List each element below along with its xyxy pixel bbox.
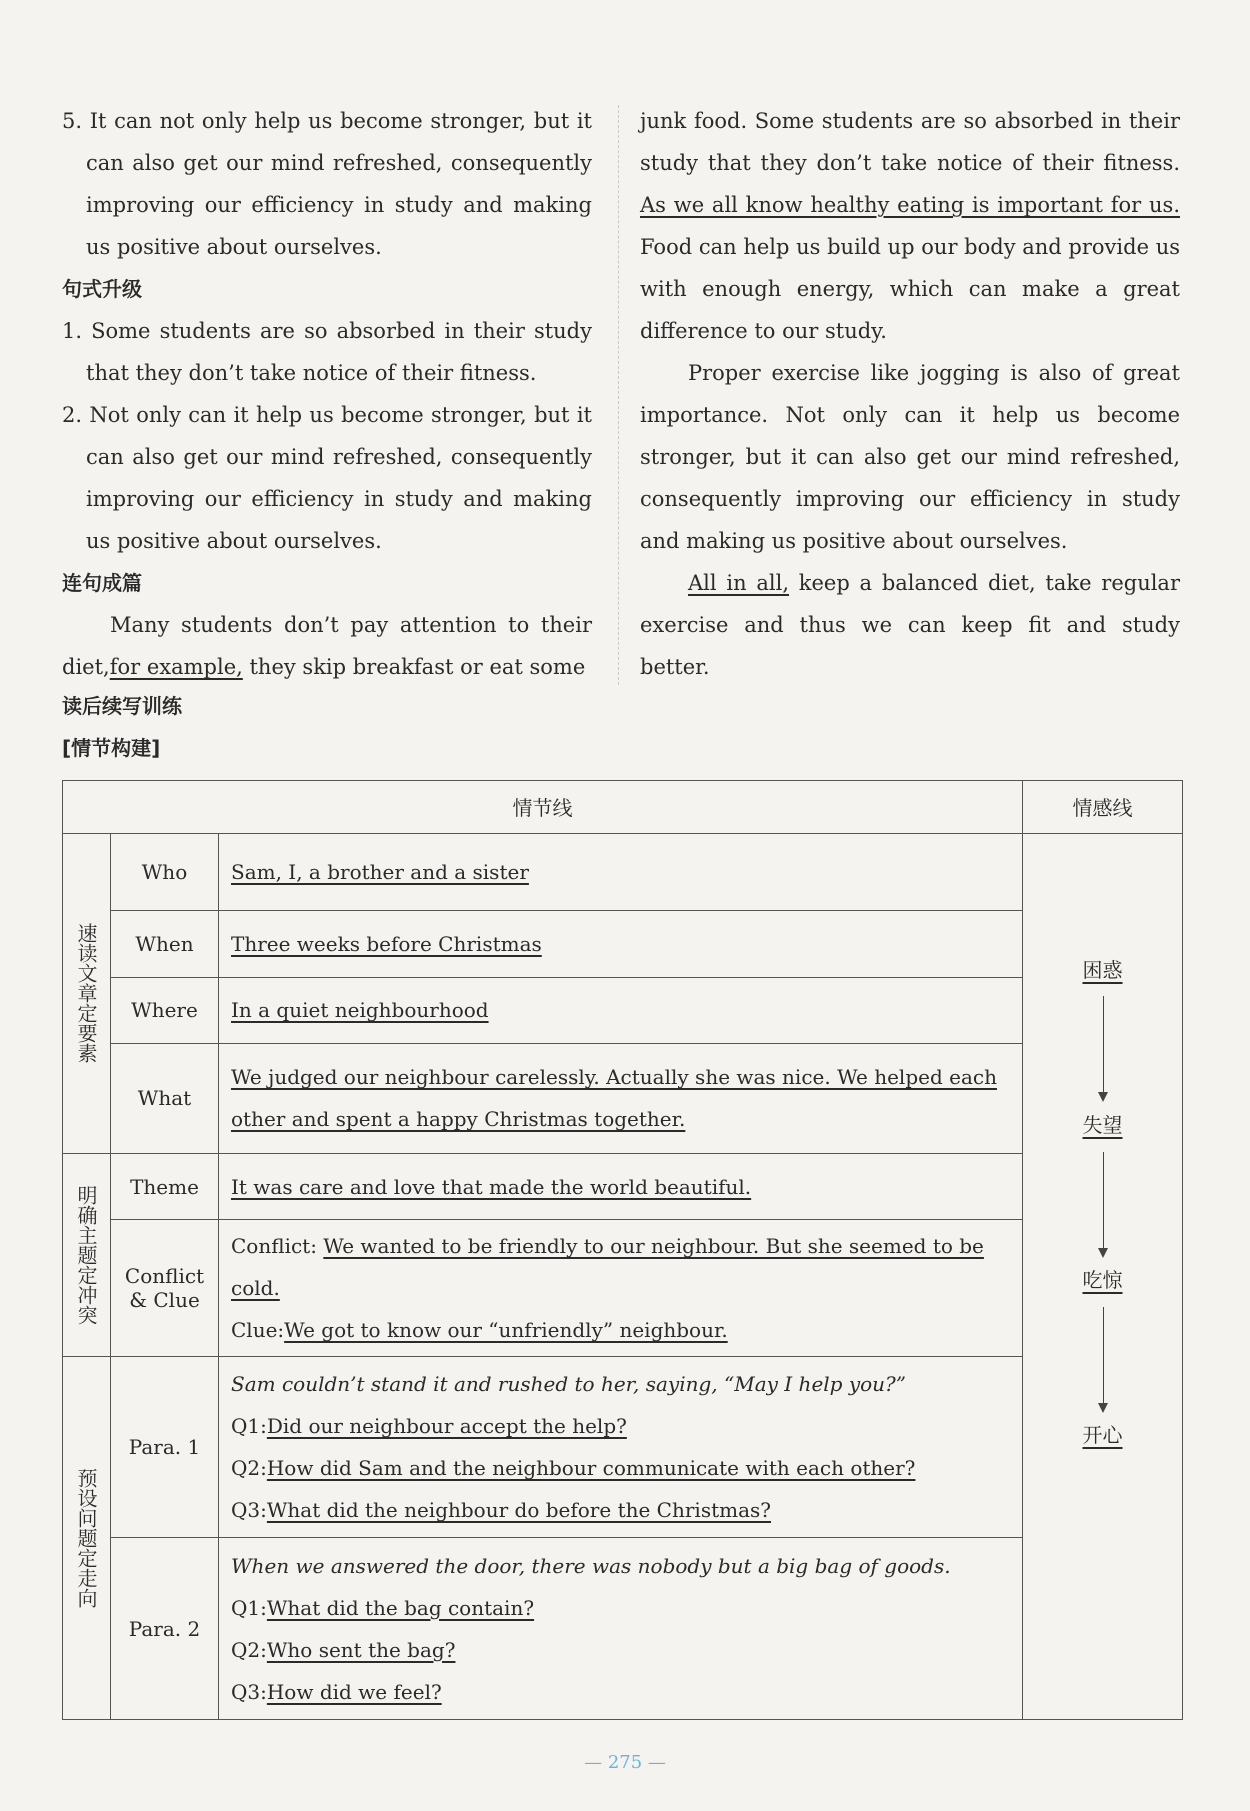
heading-compose-passage: 连句成篇 xyxy=(62,571,142,595)
label-para2: Para. 2 xyxy=(111,1538,219,1720)
p1-text-b: Food can help us build up our body and provide us with enough energy, which can make a great difference to our study. xyxy=(640,235,1180,343)
q-key: Q3: xyxy=(231,1498,267,1523)
group-questions: 预设问题定走向 xyxy=(63,1356,111,1719)
para2-sentence: When we answered the door, there was nobody but a big bag of goods. xyxy=(231,1553,951,1578)
right-column xyxy=(640,100,1180,688)
upgraded-sentence-1: 1. Some students are so absorbed in their study that they don’t take notice of their fitness. xyxy=(62,319,592,385)
q-text: How did Sam and the neighbour communicate with each other? xyxy=(266,1456,916,1481)
para1-sentence: Sam couldn’t stand it and rushed to her, saying, “May I help you?” xyxy=(231,1372,906,1397)
label-who: Who xyxy=(111,833,219,910)
section-subtitle: [情节构建] xyxy=(62,736,161,760)
q-key: Q2: xyxy=(231,1637,267,1662)
value-where: In a quiet neighbourhood xyxy=(231,998,489,1023)
para1-q2 xyxy=(231,1447,1010,1489)
column-divider xyxy=(618,105,619,685)
value-theme: It was care and love that made the world beautiful. xyxy=(231,1174,752,1199)
conflict-value: We wanted to be friendly to our neighbour. But she seemed to be cold. xyxy=(231,1234,984,1301)
header-plot-line: 情节线 xyxy=(63,781,1023,834)
label-what: What xyxy=(111,1044,219,1154)
conflict-line xyxy=(231,1225,1010,1309)
label-conflict-clue: Conflict & Clue xyxy=(111,1220,219,1356)
linking-phrase-for-example: for example, xyxy=(109,655,243,679)
q-key: Q2: xyxy=(231,1456,267,1481)
page-number: — 275 — xyxy=(584,1752,666,1773)
q-key: Q3: xyxy=(231,1679,267,1704)
section-title: 读后续写训练 xyxy=(62,694,182,718)
q-key: Q1: xyxy=(231,1414,267,1439)
p1-text-a: junk food. Some students are so absorbed in their study that they don’t take notice of their fitness. xyxy=(640,109,1180,175)
q-text: What did the neighbour do before the Christmas? xyxy=(266,1498,771,1523)
label-where: Where xyxy=(111,977,219,1044)
label-when: When xyxy=(111,910,219,977)
arrow-down-icon xyxy=(1103,1152,1104,1256)
emotion-surprised: 吃惊 xyxy=(1082,1267,1123,1292)
value-what: We judged our neighbour carelessly. Actually she was nice. We helped each other and spent a happy Christmas together. xyxy=(231,1065,997,1132)
para1-q1 xyxy=(231,1405,1010,1447)
left-column xyxy=(62,100,592,688)
emotion-confused: 困惑 xyxy=(1082,957,1123,982)
clue-line xyxy=(231,1309,1010,1351)
p1-underlined: As we all know healthy eating is important for us. xyxy=(640,193,1180,217)
passage-start xyxy=(62,604,592,688)
p3-text: keep a balanced diet, take regular exercise and thus we can keep fit and study better. xyxy=(640,571,1180,679)
upgraded-sentence-2: 2. Not only can it help us become stronger, but it can also get our mind refreshed, consequently improving our efficiency in study and making us positive about ourselves. xyxy=(62,403,592,553)
passage-paragraph-3 xyxy=(640,562,1180,688)
plot-table xyxy=(62,780,1183,1720)
q-text: How did we feel? xyxy=(266,1679,442,1704)
heading-sentence-upgrade: 句式升级 xyxy=(62,277,142,301)
para2-q3 xyxy=(231,1671,1010,1713)
value-when: Three weeks before Christmas xyxy=(231,931,542,956)
q-text: Did our neighbour accept the help? xyxy=(266,1414,627,1439)
passage-paragraph-2: Proper exercise like jogging is also of great importance. Not only can it help us become stronger, but it can also get our mind refreshed, consequently improving our efficiency in study and making us positive about ourselves. xyxy=(640,361,1180,553)
passage-text-a: Many students don’t pay attention to their diet, xyxy=(62,613,592,679)
emotion-flow xyxy=(1023,834,1182,1719)
passage-paragraph-1 xyxy=(640,100,1180,352)
q-text: What did the bag contain? xyxy=(266,1595,535,1620)
label-theme: Theme xyxy=(111,1153,219,1220)
emotion-line xyxy=(1023,833,1183,1719)
q-key: Q1: xyxy=(231,1595,267,1620)
clue-value: We got to know our “unfriendly” neighbour. xyxy=(284,1318,728,1343)
q-text: Who sent the bag? xyxy=(266,1637,456,1662)
linking-phrase-all-in-all: All in all, xyxy=(688,571,789,595)
arrow-down-icon xyxy=(1103,996,1104,1100)
value-who: Sam, I, a brother and a sister xyxy=(231,859,529,884)
conflict-key: Conflict: xyxy=(231,1234,317,1259)
group-theme-conflict: 明确主题定冲突 xyxy=(63,1153,111,1356)
passage-text-b: they skip breakfast or eat some xyxy=(242,655,586,679)
label-para1: Para. 1 xyxy=(111,1356,219,1538)
sentence-item-5: 5. It can not only help us become stronger, but it can also get our mind refreshed, consequently improving our efficiency in study and making us positive about ourselves. xyxy=(62,109,592,259)
para2-q1 xyxy=(231,1587,1010,1629)
clue-key: Clue: xyxy=(231,1318,285,1343)
emotion-disappointed: 失望 xyxy=(1082,1112,1123,1137)
para2-q2 xyxy=(231,1629,1010,1671)
group-elements: 速读文章定要素 xyxy=(63,833,111,1153)
arrow-down-icon xyxy=(1103,1307,1104,1411)
emotion-happy: 开心 xyxy=(1082,1422,1123,1447)
para1-q3 xyxy=(231,1489,1010,1531)
header-emotion-line: 情感线 xyxy=(1023,781,1183,834)
